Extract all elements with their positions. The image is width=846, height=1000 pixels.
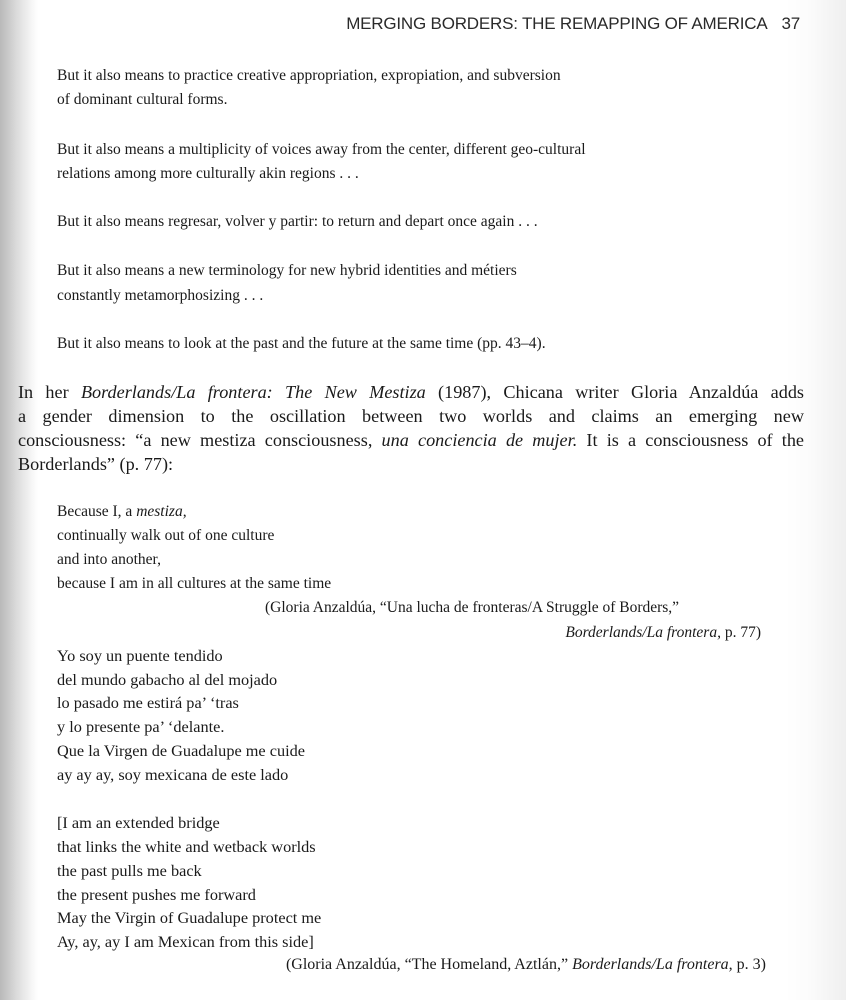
poem-line: lo pasado me estirá pa’ ‘tras	[57, 693, 239, 712]
citation-line	[286, 956, 766, 974]
poem-line: May the Virgin of Guadalupe protect me	[57, 908, 322, 927]
italic-phrase: una conciencia de mujer.	[381, 430, 578, 450]
quote-line: But it also means to look at the past and the future at the same time (pp. 43–4).	[57, 335, 546, 352]
poem-line: Ay, ay, ay I am Mexican from this side]	[57, 932, 314, 951]
citation-title: Borderlands/La frontera,	[565, 624, 721, 641]
poem-line: ay ay ay, soy mexicana de este lado	[57, 765, 289, 784]
text-run: Because I, a	[57, 503, 137, 520]
poem-line: and into another,	[57, 551, 161, 568]
poem-line: y lo presente pa’ ‘delante.	[57, 717, 225, 736]
page-edge-shade	[786, 0, 846, 1000]
poem-line: because I am in all cultures at the same time	[57, 575, 332, 592]
poem-line: del mundo gabacho al del mojado	[57, 670, 278, 689]
quote-line: constantly metamorphosizing . . .	[57, 287, 264, 304]
paragraph-line	[18, 428, 804, 452]
page-gutter-shadow	[0, 0, 38, 1000]
quote-line: But it also means regresar, volver y partir: to return and depart once again . . .	[57, 213, 538, 230]
poem-line: Que la Virgen de Guadalupe me cuide	[57, 741, 305, 760]
body-paragraph	[18, 380, 804, 476]
quote-line: relations among more culturally akin regions . . .	[57, 165, 359, 182]
quote-line: But it also means a multiplicity of voices away from the center, different geo-cultural	[57, 141, 586, 158]
text-run: It is a consciousness of the	[577, 430, 805, 450]
poem-line: continually walk out of one culture	[57, 527, 275, 544]
page-number: 37	[781, 14, 800, 33]
text-run: (1987), Chicana writer Gloria Anzaldúa adds	[425, 382, 804, 402]
quote-line: But it also means a new terminology for new hybrid identities and métiers	[57, 262, 517, 279]
citation-line	[565, 624, 761, 642]
italic-word: mestiza,	[136, 503, 187, 520]
poem-line: that links the white and wetback worlds	[57, 837, 316, 856]
paragraph-line	[18, 380, 804, 404]
paragraph-line: Borderlands” (p. 77):	[18, 454, 174, 474]
book-title: Borderlands/La frontera: The New Mestiza	[80, 382, 426, 402]
citation-line: (Gloria Anzaldúa, “Una lucha de fronteras/A Struggle of Borders,”	[265, 599, 680, 616]
quote-line: of dominant cultural forms.	[57, 91, 228, 108]
text-run: In her	[18, 382, 81, 402]
running-title: MERGING BORDERS: THE REMAPPING OF AMERICA	[346, 14, 768, 33]
text-run: p. 77)	[720, 624, 761, 641]
paragraph-line: a gender dimension to the oscillation between two worlds and claims an emerging new	[18, 406, 804, 426]
poem-line: [I am an extended bridge	[57, 813, 220, 832]
citation-title: Borderlands/La frontera,	[572, 956, 733, 973]
poem-line	[57, 503, 187, 521]
poem-line: the past pulls me back	[57, 861, 202, 880]
poem-line: the present pushes me forward	[57, 885, 256, 904]
running-head	[0, 14, 800, 34]
text-run: p. 3)	[732, 956, 766, 973]
poem-line: Yo soy un puente tendido	[57, 646, 223, 665]
text-run: consciousness: “a new mestiza consciousness,	[18, 430, 382, 450]
text-run: (Gloria Anzaldúa, “The Homeland, Aztlán,”	[285, 956, 573, 973]
quote-line: But it also means to practice creative appropriation, expropiation, and subversion	[57, 67, 561, 84]
